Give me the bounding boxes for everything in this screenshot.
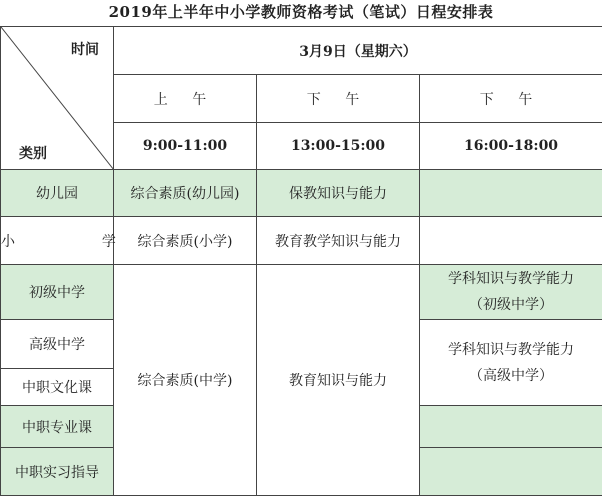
junior-pm2-line1: 学科知识与教学能力 bbox=[448, 271, 575, 287]
senior-pm2-line2: （高级中学） bbox=[469, 367, 554, 384]
category-vocational-major: 中职专业课 bbox=[1, 406, 114, 448]
category-vocational-culture: 中职文化课 bbox=[1, 369, 114, 406]
category-junior: 初级中学 bbox=[1, 265, 114, 320]
schedule-table bbox=[0, 26, 602, 496]
period-header-pm2: 下 午 bbox=[420, 75, 602, 123]
vocational-major-pm2-empty bbox=[420, 406, 602, 448]
category-senior: 高级中学 bbox=[1, 320, 114, 369]
category-kindergarten: 幼儿园 bbox=[1, 170, 114, 217]
primary-am-subject: 综合素质(小学) bbox=[114, 217, 257, 265]
time-slot-pm1: 13:00-15:00 bbox=[257, 123, 420, 170]
primary-pm2-subject bbox=[420, 217, 602, 265]
page-title: 2019年上半年中小学教师资格考试（笔试）日程安排表 bbox=[108, 3, 494, 21]
vocational-practice-pm2-empty bbox=[420, 448, 602, 496]
time-header-label: 时间 bbox=[71, 42, 99, 58]
secondary-am-subject: 综合素质(中学) bbox=[114, 265, 257, 496]
senior-pm2-subject bbox=[420, 320, 602, 406]
kindergarten-pm2-subject bbox=[420, 170, 602, 217]
senior-pm2-line1: 学科知识与教学能力 bbox=[448, 341, 575, 358]
junior-pm2-line2: （初级中学） bbox=[469, 297, 554, 313]
primary-pm1-subject: 教育教学知识与能力 bbox=[257, 217, 420, 265]
time-slot-pm2: 16:00-18:00 bbox=[420, 123, 602, 170]
time-slot-am: 9:00-11:00 bbox=[114, 123, 257, 170]
category-primary-label: 小 学 bbox=[1, 233, 142, 250]
junior-pm2-subject bbox=[420, 265, 602, 320]
secondary-pm1-subject: 教育知识与能力 bbox=[257, 265, 420, 496]
category-vocational-practice: 中职实习指导 bbox=[1, 448, 114, 496]
period-header-pm1: 下 午 bbox=[257, 75, 420, 123]
kindergarten-am-subject: 综合素质(幼儿园) bbox=[114, 170, 257, 217]
kindergarten-pm1-subject: 保教知识与能力 bbox=[257, 170, 420, 217]
period-header-am: 上 午 bbox=[114, 75, 257, 123]
category-primary bbox=[1, 217, 142, 265]
date-header: 3月9日（星期六） bbox=[114, 27, 602, 75]
category-header-label: 类别 bbox=[19, 146, 47, 162]
corner-header-cell bbox=[1, 27, 114, 170]
